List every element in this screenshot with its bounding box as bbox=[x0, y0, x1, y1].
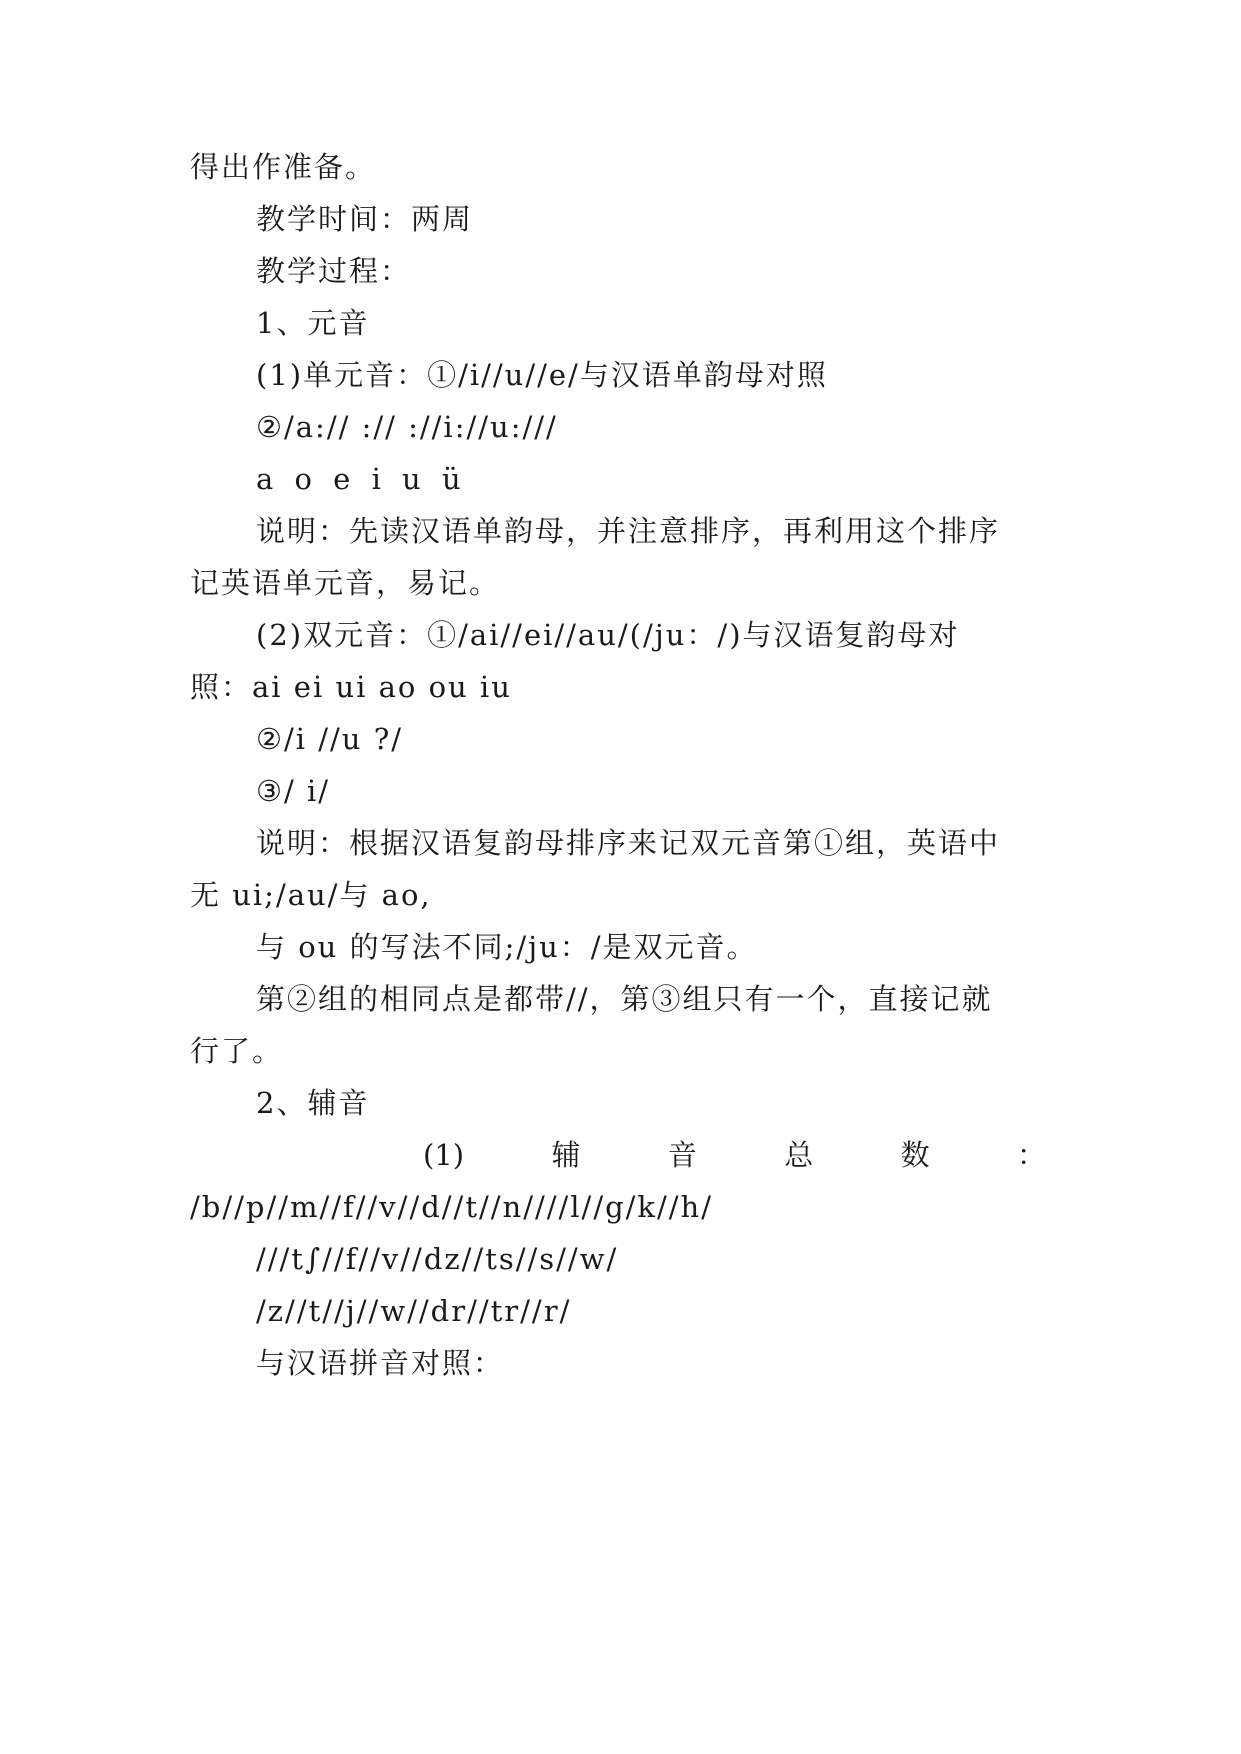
text-line: 与 ou 的写法不同;/ju：/是双元音。 bbox=[256, 930, 758, 964]
text-line: 记英语单元音，易记。 bbox=[190, 566, 501, 600]
text-line: 行了。 bbox=[190, 1034, 284, 1068]
text-line: /b//p//m//f//v//d//t//n////l//g/k//h/ bbox=[190, 1190, 713, 1224]
justified-line bbox=[190, 1135, 1046, 1175]
justified-word: (1) bbox=[423, 1138, 465, 1172]
text-line: (1)单元音：①/i//u//e/与汉语单韵母对照 bbox=[256, 358, 828, 392]
text-line: a o e i u ü bbox=[256, 462, 467, 496]
justified-word: 数 bbox=[900, 1138, 930, 1172]
text-line: 照：ai ei ui ao ou iu bbox=[190, 670, 512, 704]
text-line: 说明：先读汉语单韵母，并注意排序，再利用这个排序 bbox=[256, 514, 1001, 548]
section-heading: 2、辅音 bbox=[256, 1086, 370, 1120]
text-line: 教学时间：两周 bbox=[256, 202, 474, 236]
text-line: 说明：根据汉语复韵母排序来记双元音第①组，英语中 bbox=[256, 826, 1001, 860]
text-line: 得出作准备。 bbox=[190, 150, 377, 184]
text-line: ③/ i/ bbox=[256, 774, 331, 808]
text-line: (2)双元音：①/ai//ei//au/(/ju：/)与汉语复韵母对 bbox=[256, 618, 960, 652]
text-line: ②/a:// :// ://i://u:/// bbox=[256, 410, 558, 444]
text-line: ///t∫//f//v//dz//ts//s//w/ bbox=[256, 1242, 619, 1276]
justified-word: ： bbox=[1016, 1138, 1046, 1172]
text-line: 教学过程： bbox=[256, 254, 412, 288]
section-heading: 1、元音 bbox=[256, 306, 370, 340]
text-line: 与汉语拼音对照： bbox=[256, 1346, 505, 1380]
justified-word: 总 bbox=[784, 1138, 814, 1172]
justified-word: 音 bbox=[667, 1138, 697, 1172]
text-line: ②/i //u ?/ bbox=[256, 722, 404, 756]
text-line: /z//t//j//w//dr//tr//r/ bbox=[256, 1294, 572, 1328]
justified-word: 辅 bbox=[551, 1138, 581, 1172]
text-line: 无 ui;/au/与 ao, bbox=[190, 878, 432, 912]
text-line: 第②组的相同点是都带//，第③组只有一个，直接记就 bbox=[256, 982, 993, 1016]
